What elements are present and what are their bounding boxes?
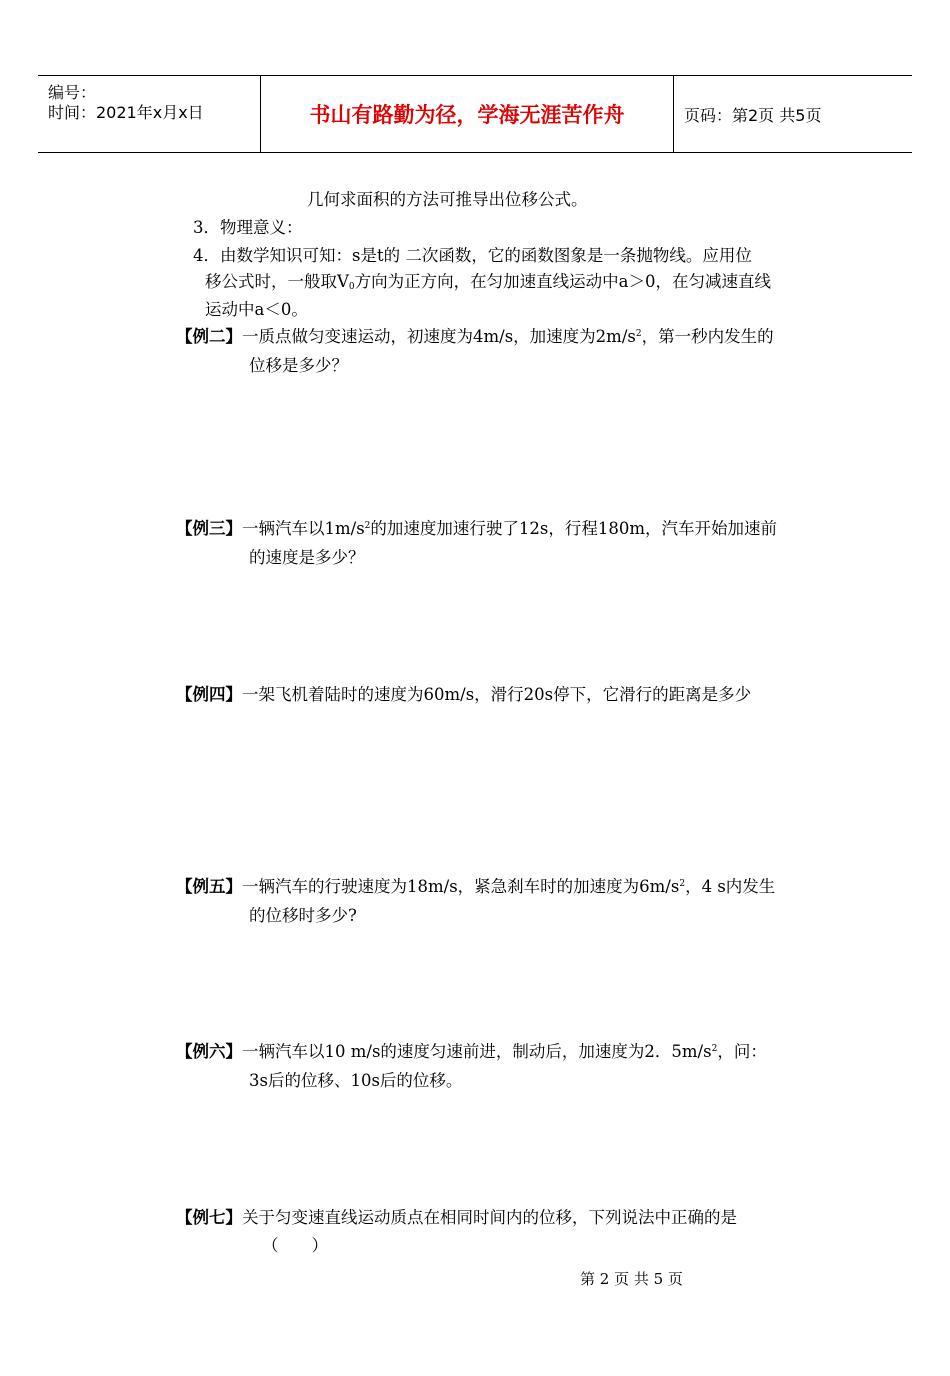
- example-label: 【例六】: [176, 1042, 242, 1061]
- header-page-label: 页码：第2页 共5页: [684, 105, 822, 125]
- serial-label: 编号：: [48, 83, 97, 102]
- intro-item-4-line-1: 4．由数学知识可知：s是t的 二次函数，它的函数图象是一条抛物线。应用位: [193, 246, 752, 265]
- header-info-cell: [38, 76, 261, 152]
- example-label: 【例五】: [176, 877, 242, 896]
- example-2-line-2: 位移是多少？: [249, 356, 348, 375]
- example-2: 【例二】一质点做匀变速运动，初速度为4m/s，加速度为$2m/s^2$，第一秒内发生的: [176, 327, 774, 346]
- example-3-line-2: 的速度是多少？: [249, 548, 365, 567]
- example-6: 【例六】一辆汽车以10 m/s的速度匀速前进，制动后，加速度为2．$5m/s^2$，问：: [176, 1042, 767, 1061]
- example-7: 【例七】关于匀变速直线运动质点在相同时间内的位移，下列说法中正确的是: [176, 1208, 737, 1227]
- example-label: 【例四】: [176, 685, 242, 704]
- example-3: 【例三】一辆汽车以$1m/s^2$的加速度加速行驶了12s，行程180m，汽车开始加速前: [176, 519, 778, 538]
- intro-item-3: 3．物理意义：: [193, 218, 303, 237]
- example-label: 【例七】: [176, 1208, 242, 1227]
- example-label: 【例二】: [176, 327, 242, 346]
- header-motto: 书山有路勤为径，学海无涯苦作舟: [261, 76, 674, 152]
- intro-item-4-line-3: 运动中a＜0。: [205, 300, 308, 319]
- intro-item-4-line-2: 移公式时，一般取$V_0$方向为正方向，在匀加速直线运动中a＞0，在匀减速直线: [205, 272, 771, 292]
- time-label: 时间：2021年x月x日: [48, 103, 204, 122]
- answer-blank: （ ）: [262, 1236, 328, 1255]
- example-6-line-2: 3s后的位移、10s后的位移。: [249, 1071, 463, 1090]
- example-5: 【例五】一辆汽车的行驶速度为18m/s，紧急刹车时的加速度为$6m/s^2$，4 s内发生: [176, 877, 776, 896]
- page-footer: 第 2 页 共 5 页: [580, 1270, 683, 1288]
- example-4: 【例四】一架飞机着陆时的速度为60m/s，滑行20s停下，它滑行的距离是多少: [176, 685, 752, 704]
- intro-line: 几何求面积的方法可推导出位移公式。: [307, 190, 588, 209]
- page-header: [38, 75, 912, 153]
- example-5-line-2: 的位移时多少?: [249, 906, 357, 925]
- example-label: 【例三】: [176, 519, 242, 538]
